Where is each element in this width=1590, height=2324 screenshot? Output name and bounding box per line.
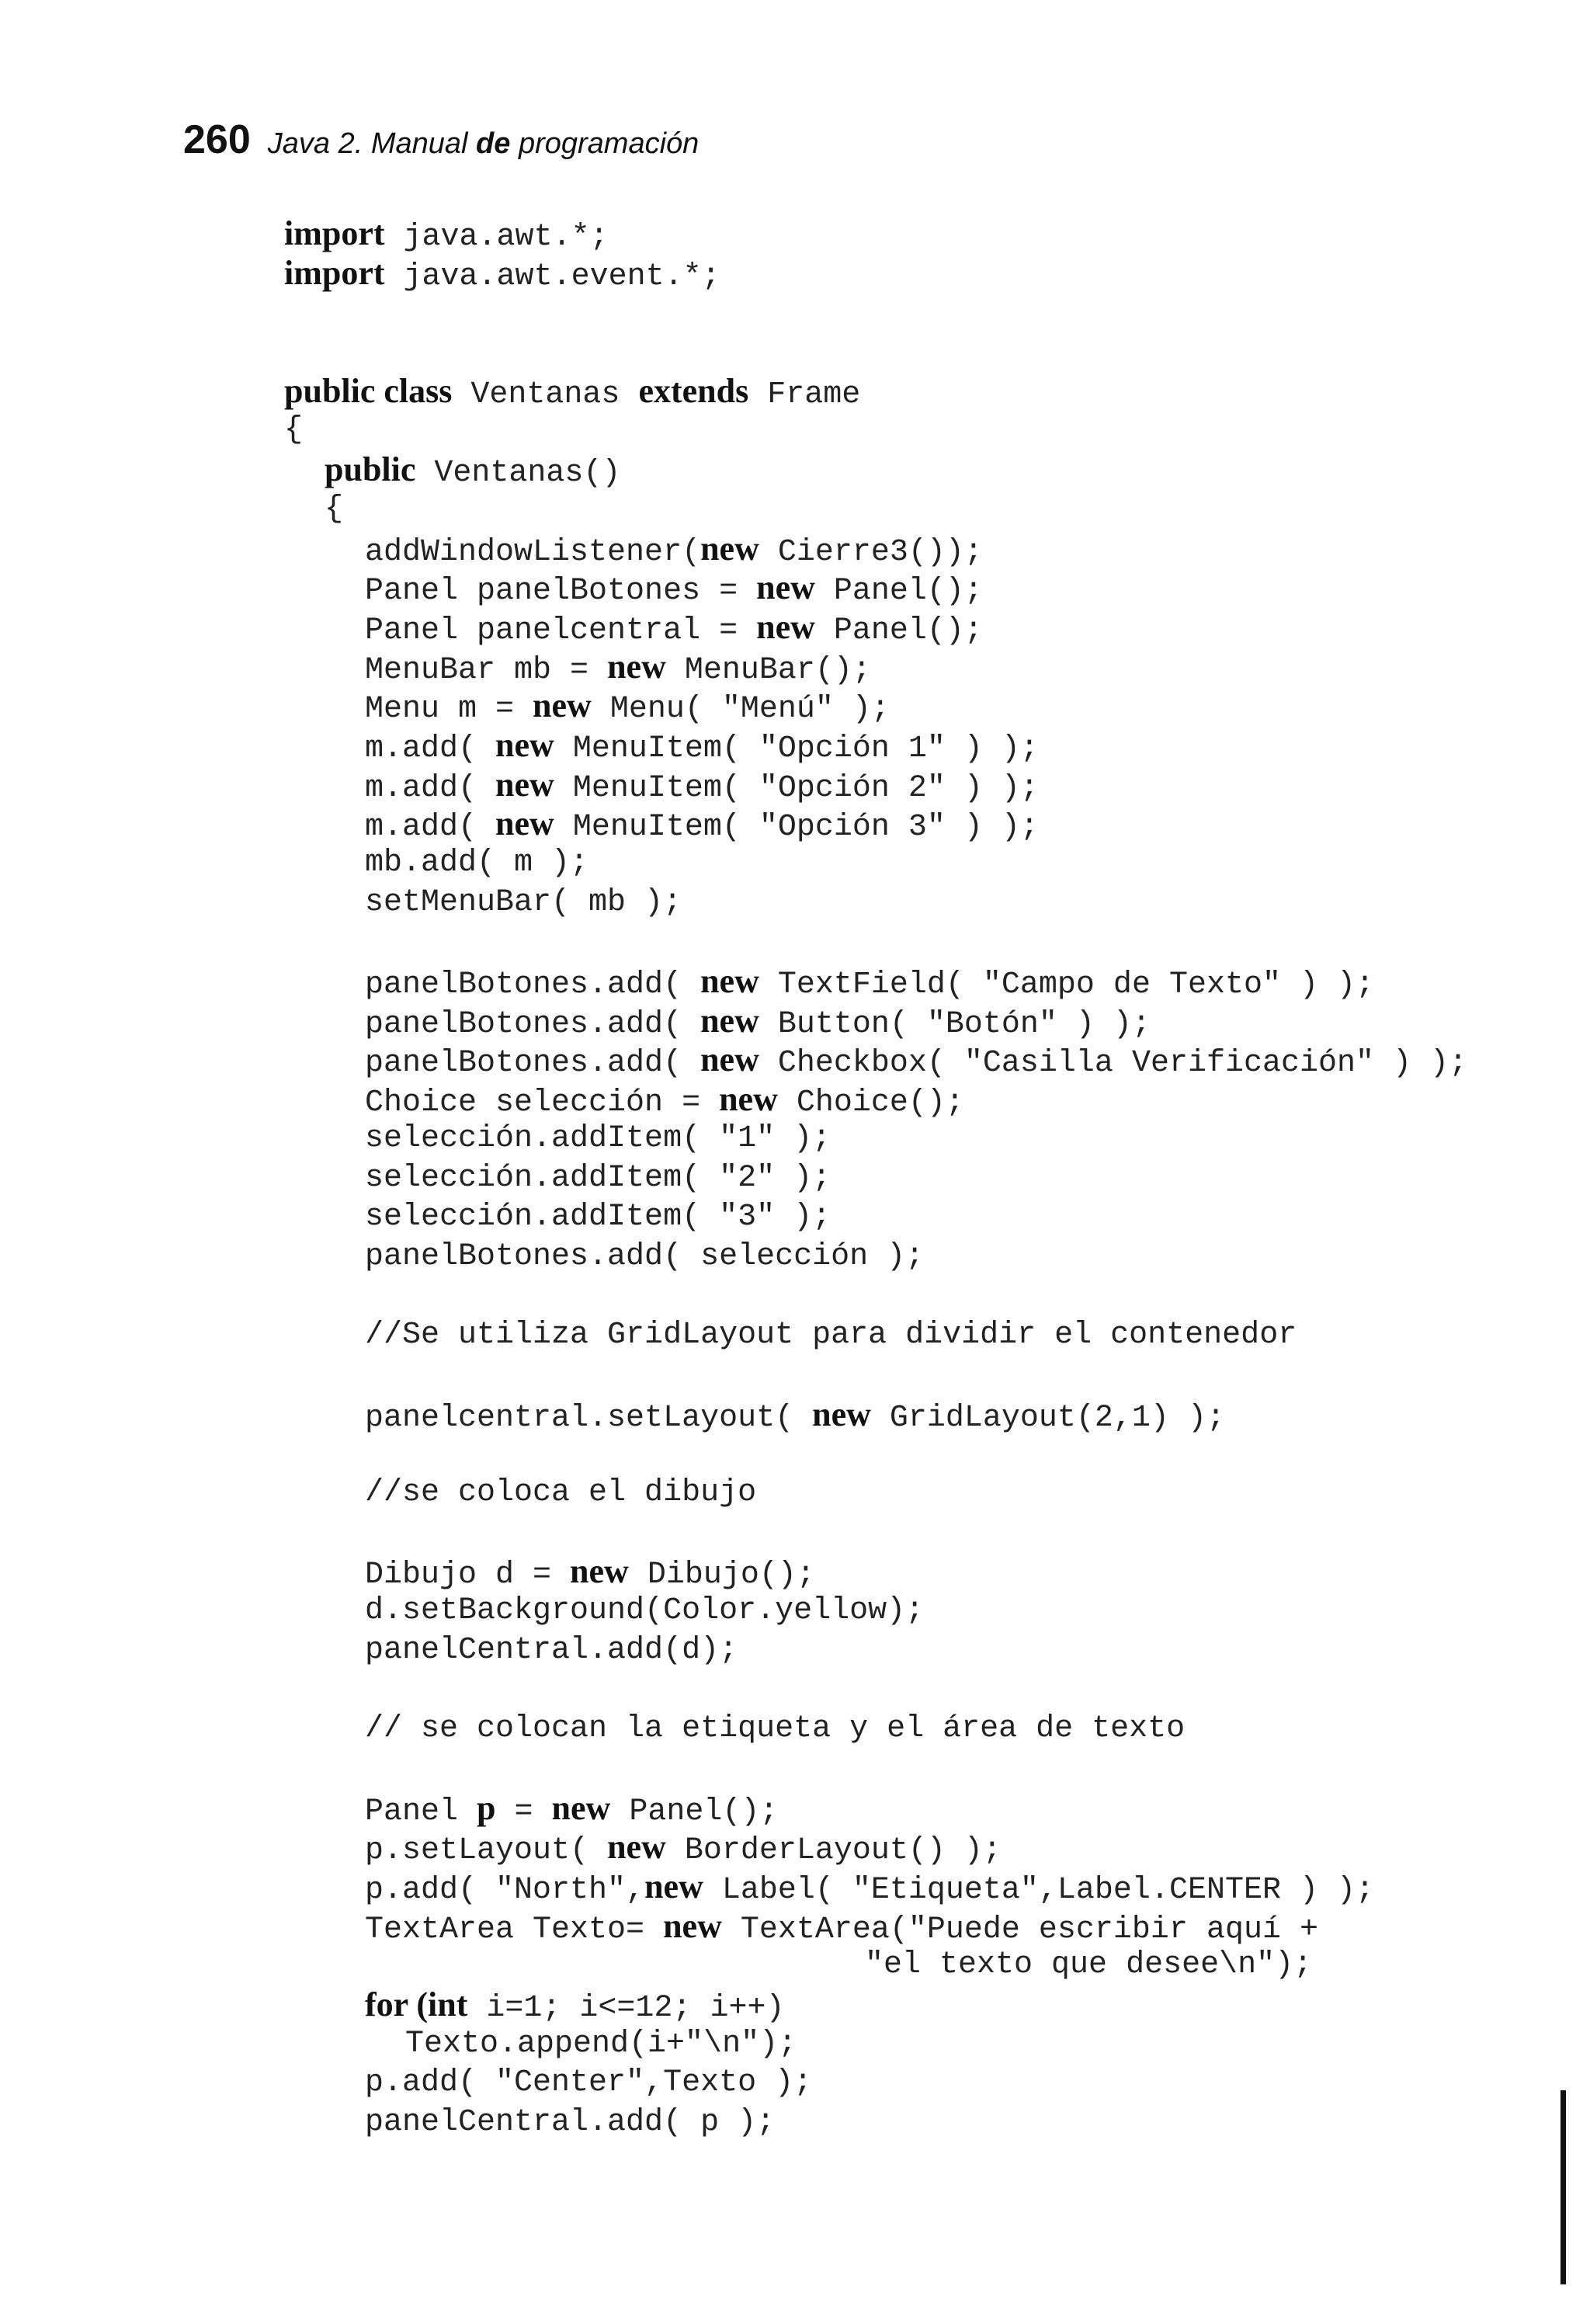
code-token: TextArea Texto= (365, 1912, 664, 1947)
code-line (284, 922, 1557, 962)
code-keyword: new (644, 1867, 703, 1905)
code-token: Choice(); (777, 1086, 964, 1121)
code-line (284, 1631, 1557, 1671)
running-header (183, 116, 699, 179)
code-keyword: new (607, 1828, 666, 1867)
code-token: Ventanas() (415, 456, 621, 492)
code-token: m.add( (365, 770, 496, 806)
code-line (284, 1710, 1557, 1749)
code-line (284, 490, 1557, 530)
code-line (284, 1749, 1557, 1789)
code-keyword: new (551, 1788, 611, 1827)
code-line (284, 568, 1557, 608)
code-line (284, 726, 1557, 766)
code-keyword: new (570, 1552, 629, 1591)
code-token: setMenuBar( mb ); (365, 884, 682, 920)
code-token: Texto.append(i+"\n"); (405, 2026, 797, 2062)
code-keyword: import (284, 253, 385, 292)
code-token: p.add( "North", (365, 1872, 645, 1908)
code-keyword: new (756, 568, 815, 607)
code-keyword: new (700, 1040, 759, 1079)
code-token: MenuBar(); (665, 652, 871, 688)
code-token: MenuItem( "Opción 1" ) ); (554, 731, 1039, 766)
code-line (284, 608, 1557, 648)
code-token: panelBotones.add( (365, 967, 701, 1003)
code-line (284, 2025, 1557, 2065)
code-line (284, 450, 1557, 490)
code-keyword: for (int (365, 1985, 468, 2024)
code-line (284, 1592, 1557, 1631)
code-token: mb.add( m ); (365, 846, 589, 881)
code-token: selección.addItem( "1" ); (365, 1120, 831, 1156)
code-line (284, 1552, 1557, 1592)
code-listing (284, 214, 1557, 2143)
code-token: Panel(); (814, 613, 983, 648)
page-number: 260 (183, 117, 251, 162)
code-token: selección.addItem( "3" ); (365, 1200, 831, 1235)
code-token: //Se utiliza GridLayout para dividir el contenedor (365, 1318, 1297, 1353)
code-token: selección.addItem( "2" ); (365, 1160, 831, 1196)
code-line (284, 1120, 1557, 1159)
code-line (284, 1789, 1557, 1829)
code-token: { (325, 491, 344, 526)
code-keyword: new (495, 804, 554, 843)
code-keyword: new (756, 607, 815, 646)
code-line (284, 332, 1557, 372)
code-line (284, 884, 1557, 923)
code-line (284, 1474, 1557, 1513)
code-keyword: new (663, 1906, 722, 1945)
code-token: = (495, 1794, 552, 1829)
code-token: panelBotones.add( (365, 1046, 701, 1082)
code-keyword: new (700, 1001, 759, 1040)
code-line (284, 1002, 1557, 1041)
code-token: Panel(); (610, 1794, 779, 1829)
code-keyword: new (607, 647, 666, 686)
code-keyword: public (325, 450, 416, 489)
code-token: panelCentral.add(d); (365, 1632, 738, 1668)
code-line (284, 2064, 1557, 2103)
code-line (284, 686, 1557, 726)
code-line (284, 530, 1557, 569)
code-line (284, 1159, 1557, 1199)
code-token: Panel panelcentral = (365, 613, 757, 648)
code-token: Dibujo(); (628, 1558, 815, 1593)
code-token: MenuBar mb = (365, 652, 608, 688)
code-line (284, 766, 1557, 805)
book-title (268, 127, 700, 160)
code-token: Dibujo d = (365, 1558, 571, 1593)
code-line (284, 1356, 1557, 1395)
code-line (284, 1080, 1557, 1120)
code-token: Menu m = (365, 692, 533, 728)
code-token: //se coloca el dibujo (365, 1475, 757, 1510)
code-line (284, 1670, 1557, 1710)
code-keyword: import (284, 214, 385, 252)
code-token: p.setLayout( (365, 1833, 608, 1869)
code-line (284, 1198, 1557, 1238)
code-line (284, 1434, 1557, 1474)
code-line (284, 1828, 1557, 1867)
code-token: "el texto que desee\n"); (809, 1947, 1313, 1983)
code-token: TextField( "Campo de Texto" ) ); (759, 967, 1374, 1003)
code-line (284, 962, 1557, 1002)
code-line (284, 648, 1557, 687)
code-line (284, 1907, 1557, 1947)
book-title-part: programación (510, 127, 700, 160)
code-token: java.awt.*; (384, 220, 609, 255)
code-token: // se colocan la etiqueta y el área de texto (365, 1711, 1186, 1747)
code-line (284, 254, 1557, 294)
code-line (284, 293, 1557, 332)
code-line (284, 1985, 1557, 2025)
code-keyword: p (477, 1788, 496, 1827)
code-line (284, 1513, 1557, 1553)
code-line (284, 2103, 1557, 2143)
code-token: Button( "Botón" ) ); (759, 1006, 1151, 1042)
code-token: panelcentral.setLayout( (365, 1400, 813, 1436)
book-title-part: Java 2. Manual (267, 127, 477, 160)
code-token: Panel panelBotones = (365, 574, 757, 610)
code-token: GridLayout(2,1) ); (870, 1400, 1225, 1436)
code-token: Panel (365, 1794, 477, 1829)
code-line (284, 1277, 1557, 1317)
code-keyword: public class (284, 371, 453, 410)
code-token: i=1; i<=12; i++) (467, 1990, 785, 2026)
code-token: addWindowListener( (365, 534, 701, 570)
code-line (284, 1395, 1557, 1435)
code-token: Menu( "Menú" ); (591, 692, 890, 728)
code-line (284, 1946, 1557, 1985)
code-keyword: new (700, 962, 759, 1001)
code-token: panelCentral.add( p ); (365, 2105, 776, 2140)
code-line (284, 1867, 1557, 1907)
code-token: d.setBackground(Color.yellow); (365, 1593, 925, 1629)
code-token: m.add( (365, 731, 496, 766)
book-title-part: de (476, 127, 511, 160)
code-token: Panel(); (814, 574, 983, 610)
code-keyword: new (700, 529, 759, 568)
code-token: Cierre3()); (759, 534, 983, 570)
code-token: { (284, 412, 304, 448)
code-line (284, 1040, 1557, 1080)
code-line (284, 844, 1557, 884)
code-keyword: new (495, 725, 554, 764)
code-keyword: new (812, 1395, 871, 1433)
code-token: MenuItem( "Opción 2" ) ); (554, 770, 1039, 806)
code-line (284, 214, 1557, 254)
code-token: TextArea("Puede escribir aquí + (721, 1912, 1318, 1947)
code-token: Label( "Etiqueta",Label.CENTER ) ); (703, 1872, 1374, 1908)
code-token: p.add( "Center",Texto ); (365, 2065, 813, 2101)
code-line (284, 1316, 1557, 1356)
code-line (284, 411, 1557, 450)
code-token: MenuItem( "Opción 3" ) ); (554, 810, 1039, 846)
code-token: panelBotones.add( selección ); (365, 1238, 925, 1274)
code-token: java.awt.event.*; (384, 259, 720, 294)
code-line (284, 372, 1557, 412)
code-token: m.add( (365, 810, 496, 846)
code-keyword: extends (638, 371, 749, 410)
code-line (284, 804, 1557, 844)
code-token: Frame (748, 377, 861, 412)
code-keyword: new (533, 686, 592, 725)
code-keyword: new (719, 1080, 778, 1119)
code-token: Checkbox( "Casilla Verificación" ) ); (759, 1046, 1468, 1082)
code-line (284, 1238, 1557, 1277)
margin-rule (1560, 2090, 1566, 2284)
code-token: Choice selección = (365, 1086, 720, 1121)
code-token: panelBotones.add( (365, 1006, 701, 1042)
code-token: BorderLayout() ); (665, 1833, 1002, 1869)
code-token: Ventanas (452, 377, 639, 412)
code-keyword: new (495, 765, 554, 804)
